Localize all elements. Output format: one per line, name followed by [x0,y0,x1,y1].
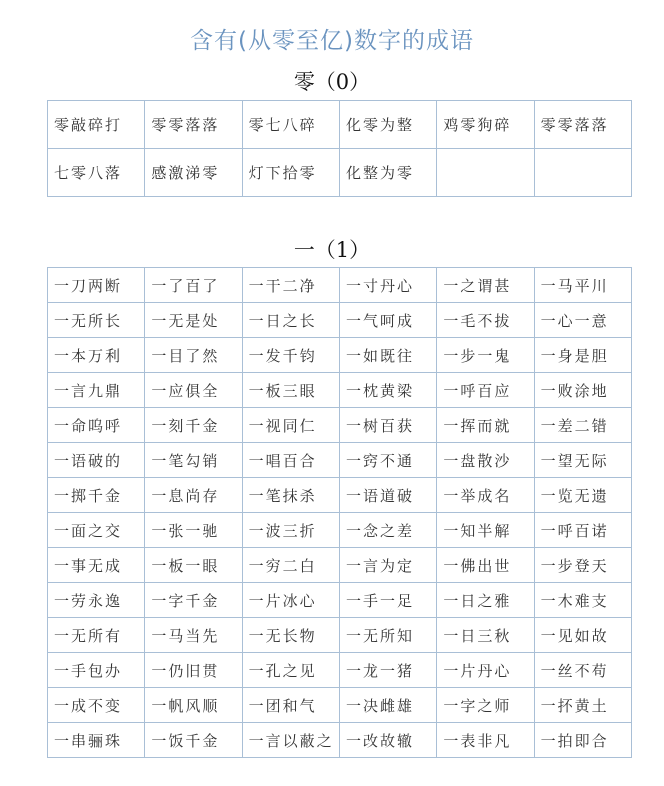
idiom-table-one [47,267,632,758]
idiom-cell: 一仍旧贯 [145,653,242,688]
idiom-cell: 一本万利 [48,338,145,373]
idiom-cell: 一应俱全 [145,373,242,408]
idiom-cell: 一张一驰 [145,513,242,548]
idiom-cell: 一刻千金 [145,408,242,443]
idiom-cell: 一呼百诺 [534,513,631,548]
idiom-cell: 一拍即合 [534,723,631,758]
idiom-cell: 一手包办 [48,653,145,688]
idiom-cell: 一目了然 [145,338,242,373]
idiom-cell: 一挥而就 [437,408,534,443]
idiom-cell: 一面之交 [48,513,145,548]
idiom-cell: 一字之师 [437,688,534,723]
idiom-cell: 一毛不拔 [437,303,534,338]
idiom-cell: 一团和气 [242,688,339,723]
idiom-cell: 一佛出世 [437,548,534,583]
idiom-cell: 一干二净 [242,268,339,303]
idiom-cell: 一了百了 [145,268,242,303]
idiom-table-zero [47,100,632,197]
idiom-cell: 一刀两断 [48,268,145,303]
idiom-cell: 一无所长 [48,303,145,338]
table-row [48,338,632,373]
table-row [48,443,632,478]
idiom-cell: 一无长物 [242,618,339,653]
idiom-cell: 化整为零 [339,149,436,197]
idiom-cell: 一望无际 [534,443,631,478]
idiom-cell: 一马当先 [145,618,242,653]
idiom-cell: 一息尚存 [145,478,242,513]
idiom-cell: 一抔黄土 [534,688,631,723]
idiom-cell: 一日之雅 [437,583,534,618]
idiom-cell: 一无所有 [48,618,145,653]
table-row [48,653,632,688]
idiom-cell: 一唱百合 [242,443,339,478]
idiom-cell: 一知半解 [437,513,534,548]
idiom-cell: 一树百获 [339,408,436,443]
idiom-cell: 一览无遗 [534,478,631,513]
idiom-cell: 一片冰心 [242,583,339,618]
idiom-cell: 一差二错 [534,408,631,443]
table-row [48,268,632,303]
idiom-cell: 零七八碎 [242,101,339,149]
idiom-cell: 零零落落 [145,101,242,149]
idiom-cell: 一步登天 [534,548,631,583]
idiom-cell: 一马平川 [534,268,631,303]
idiom-cell: 化零为整 [339,101,436,149]
idiom-cell: 一手一足 [339,583,436,618]
document-title: 含有(从零至亿)数字的成语 [190,28,474,54]
idiom-cell: 七零八落 [48,149,145,197]
idiom-cell: 一日三秋 [437,618,534,653]
idiom-cell: 一窍不通 [339,443,436,478]
table-row [48,723,632,758]
table-row [48,548,632,583]
section-heading-zero: 零（0） [293,70,371,94]
idiom-cell: 感激涕零 [145,149,242,197]
section-heading-one: 一（1） [293,238,371,262]
idiom-cell: 一笔抹杀 [242,478,339,513]
idiom-cell: 零敲碎打 [48,101,145,149]
idiom-cell: 一念之差 [339,513,436,548]
idiom-cell: 一语破的 [48,443,145,478]
idiom-cell: 一发千钧 [242,338,339,373]
idiom-cell: 一板一眼 [145,548,242,583]
idiom-cell: 一见如故 [534,618,631,653]
idiom-cell: 一命呜呼 [48,408,145,443]
idiom-cell: 一掷千金 [48,478,145,513]
idiom-cell [437,149,534,197]
idiom-cell: 灯下拾零 [242,149,339,197]
idiom-cell: 一串骊珠 [48,723,145,758]
idiom-cell: 一语道破 [339,478,436,513]
idiom-cell [534,149,631,197]
idiom-cell: 一穷二白 [242,548,339,583]
idiom-cell: 一气呵成 [339,303,436,338]
table-row [48,101,632,149]
idiom-cell: 一呼百应 [437,373,534,408]
idiom-cell: 一劳永逸 [48,583,145,618]
idiom-cell: 一败涂地 [534,373,631,408]
idiom-cell: 一改故辙 [339,723,436,758]
idiom-cell: 一波三折 [242,513,339,548]
idiom-cell: 一木难支 [534,583,631,618]
idiom-cell: 一龙一猪 [339,653,436,688]
idiom-cell: 一枕黄梁 [339,373,436,408]
idiom-cell: 一之谓甚 [437,268,534,303]
idiom-cell: 一无是处 [145,303,242,338]
idiom-cell: 零零落落 [534,101,631,149]
table-row [48,688,632,723]
table-row [48,618,632,653]
idiom-cell: 一事无成 [48,548,145,583]
table-row [48,583,632,618]
idiom-cell: 一无所知 [339,618,436,653]
idiom-cell: 一决雌雄 [339,688,436,723]
idiom-cell: 一言以蔽之 [242,723,339,758]
idiom-cell: 一孔之见 [242,653,339,688]
idiom-cell: 一言为定 [339,548,436,583]
idiom-cell: 一成不变 [48,688,145,723]
idiom-cell: 一言九鼎 [48,373,145,408]
idiom-cell: 一盘散沙 [437,443,534,478]
idiom-cell: 一笔勾销 [145,443,242,478]
idiom-cell: 一帆风顺 [145,688,242,723]
idiom-cell: 一视同仁 [242,408,339,443]
idiom-cell: 一身是胆 [534,338,631,373]
idiom-cell: 一饭千金 [145,723,242,758]
idiom-cell: 一如既往 [339,338,436,373]
table-row [48,408,632,443]
table-row [48,513,632,548]
table-row [48,149,632,197]
idiom-cell: 一片丹心 [437,653,534,688]
idiom-cell: 一寸丹心 [339,268,436,303]
idiom-cell: 一板三眼 [242,373,339,408]
table-row [48,373,632,408]
idiom-cell: 一日之长 [242,303,339,338]
idiom-cell: 一心一意 [534,303,631,338]
idiom-cell: 鸡零狗碎 [437,101,534,149]
idiom-cell: 一字千金 [145,583,242,618]
idiom-cell: 一举成名 [437,478,534,513]
idiom-cell: 一丝不苟 [534,653,631,688]
idiom-cell: 一表非凡 [437,723,534,758]
idiom-cell: 一步一鬼 [437,338,534,373]
table-row [48,303,632,338]
table-row [48,478,632,513]
